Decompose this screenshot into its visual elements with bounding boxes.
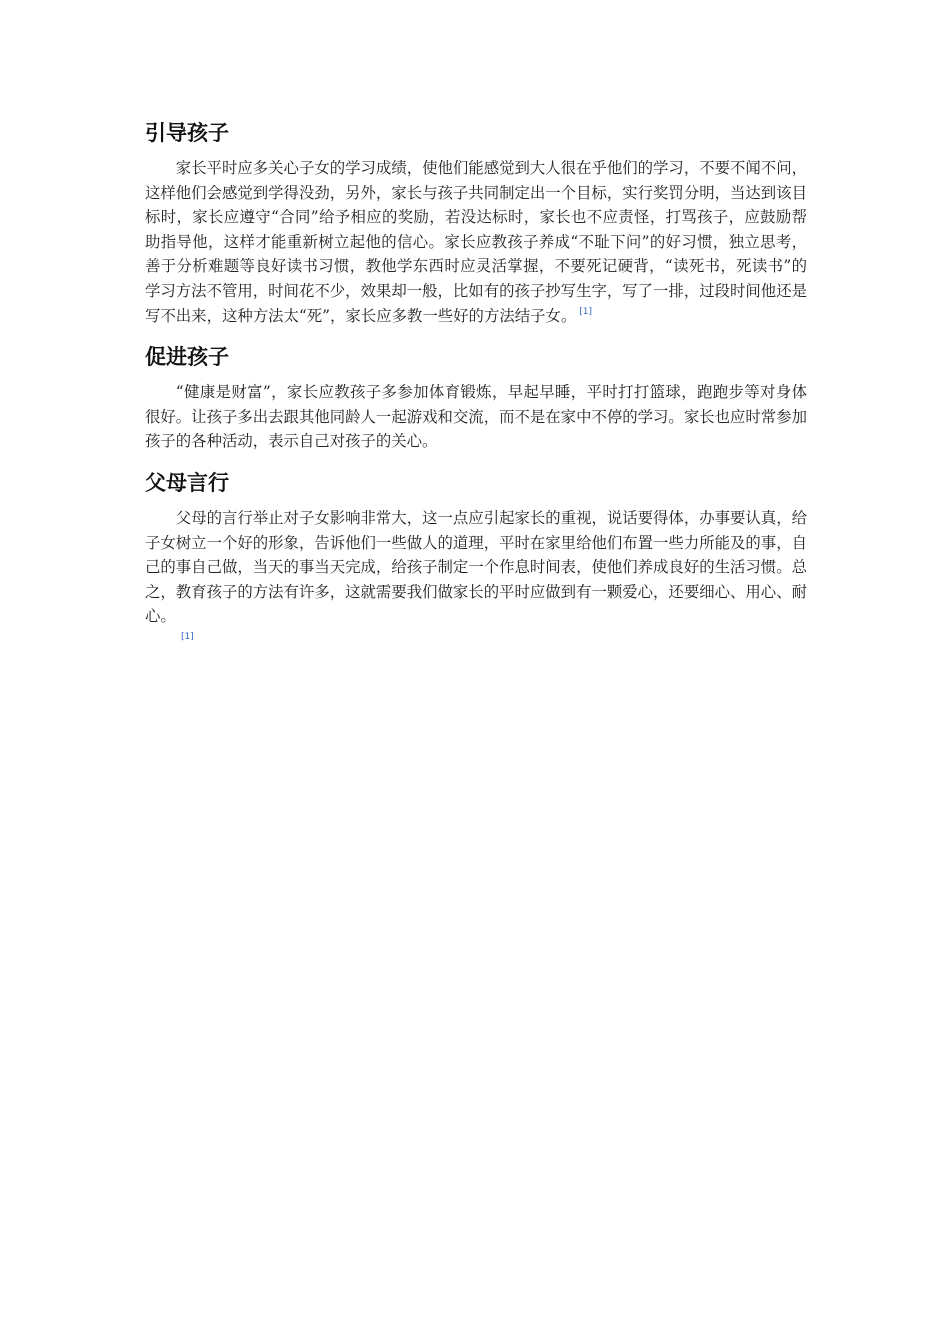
section-promote-children	[145, 342, 807, 454]
section-parents-conduct	[145, 468, 807, 645]
reference-link[interactable]: [1]	[579, 307, 593, 318]
section-heading: 父母言行	[145, 470, 229, 495]
section-heading: 引导孩子	[145, 121, 229, 145]
reference-link[interactable]: [1]	[181, 631, 194, 642]
section-heading: 促进孩子	[145, 345, 229, 370]
section-paragraph	[145, 156, 807, 328]
section-paragraph	[145, 506, 807, 629]
article-body	[145, 118, 807, 651]
section-guide-children	[145, 118, 807, 328]
paragraph-text: 家长平时应多关心子女的学习成绩，使他们能感觉到大人很在乎他们的学习，不要不闻不问，这样他们会感觉到学得没劲，另外，家长与孩子共同制定出一个目标，实行奖罚分明，当达到该目标时，家长应遵守“合同”给予相应的奖励，若没达标时，家长也不应责怪，打骂孩子，应鼓励帮助指导他，这样才能重新树立起他的信心。家长应教孩子养成“不耻下问”的好习惯，独立思考，善于分析难题等良好读书习惯，教他学东西时应灵活掌握，不要死记硬背，“读死书，死读书”的学习方法不管用，时间花不少，效果却一般，比如有的孩子抄写生字，写了一排，过段时间他还是写不出来，这种方法太“死”，家长应多教一些好的方法结子女。	[145, 159, 807, 325]
paragraph-text: 父母的言行举止对子女影响非常大，这一点应引起家长的重视，说话要得体，办事要认真，给子女树立一个好的形象，告诉他们一些做人的道理，平时在家里给他们布置一些力所能及的事，自己的事自己做，当天的事当天完成，给孩子制定一个作息时间表，使他们养成良好的生活习惯。总之，教育孩子的方法有许多，这就需要我们做家长的平时应做到有一颗爱心，还要细心、用心、耐心。	[145, 508, 807, 626]
paragraph-text: “健康是财富”，家长应教孩子多参加体育锻炼，早起早睡，平时打打篮球，跑跑步等对身体很好。让孩子多出去跟其他同龄人一起游戏和交流，而不是在家中不停的学习。家长也应时常参加孩子的各种活动，表示自己对孩子的关心。	[145, 383, 807, 451]
section-paragraph	[145, 380, 807, 454]
